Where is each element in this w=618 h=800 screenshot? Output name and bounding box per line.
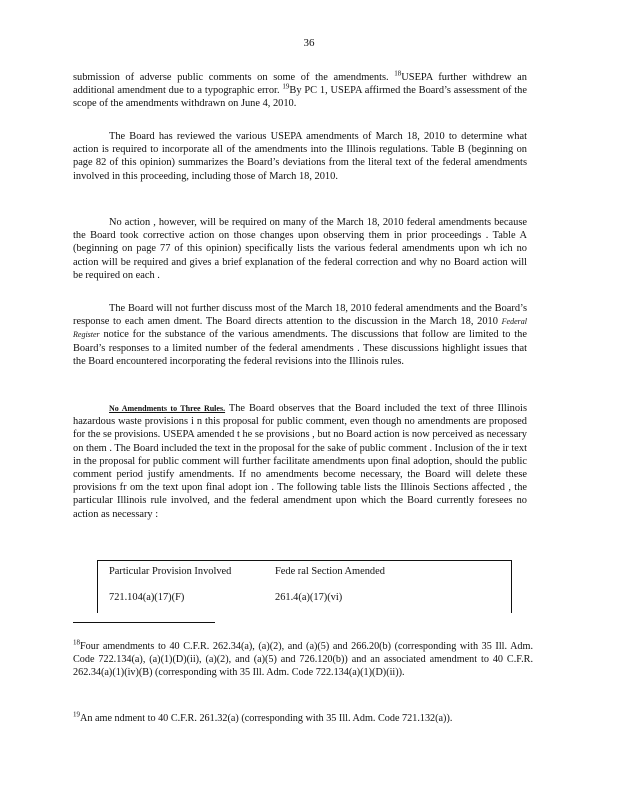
table-header-federal-section: Fede ral Section Amended [275,566,385,577]
paragraph-1-part-a: submission of adverse public comments on some of the amendments. [73,72,389,83]
paragraph-5-body: The Board observes that the Board included the text of three Illinois hazardous waste provisions i n this proposal for public comment, even though no amendments are proposed for the se provisions. USEPA amended t he se provisions , but no Board action is now perceived as necessary on them . The Board included the text in the proposal for the sake of public comment . Inclusion of the ir text in the proposal for public comment will further facilitate amendments upon final adoption, should the public comment period justify amendments. If no amendments become necessary, the Board will delete these provisions fr om the text upon final adopt ion . The following table lists the Illinois Sections affected , the particular Illinois rule involved, and the federal amendment upon which the Board currently foresees no action as necessary : [73,403,527,520]
footnote-19-number: 19 [73,710,80,719]
table-cell-provision: 721.104(a)(17)(F) [109,592,185,603]
footnote-19 [73,712,533,725]
federal-register-citation: Federal Register [73,317,527,340]
page-number: 36 [303,37,315,49]
provisions-table [97,560,512,613]
section-heading-no-amendments: No Amendments to Three Rules. [109,404,226,413]
paragraph-2: The Board has reviewed the various USEPA amendments of March 18, 2010 to determine what action is required to incorporate all of the amendments into the Illinois regulations. Table B (beginning on page 82 of this opinion) summarizes the Board’s deviations from the literal text of the federal amendments involved in this proceeding, including those of March 18, 2010. [73,131,527,182]
paragraph-4-part-b: notice for the substance of the various amendments. The discussions that follow are limited to the Board’s responses to a limited number of the federal amendments . These discussions highlight issues that the Board encountered incorporating the federal revisions into the Illinois rules. [73,329,527,367]
footnote-ref-19: 19 [282,82,290,91]
table-header-provision: Particular Provision Involved [109,566,232,577]
paragraph-4-part-a: The Board will not further discuss most of the March 18, 2010 federal amendments and the Board’s response to each amen dment. The Board directs attention to the discussion in the March 18, 2010 [73,303,527,328]
paragraph-4 [73,302,527,368]
paragraph-1-part-b: USEPA further withdrew an additional amendment due to a typographic error. [73,72,527,97]
paragraph-1 [73,71,527,111]
paragraph-1-part-c: By PC 1, USEPA affirmed the Board’s assessment of the scope of the amendments withdrawn on June 4, 2010. [73,85,527,110]
footnote-18-text: Four amendments to 40 C.F.R. 262.34(a), (a)(2), and (a)(5) and 266.20(b) (corresponding with 35 Ill. Adm. Code 722.134(a), (a)(1)(D)(ii), (a)(2), and (a)(5) and 726.120(b)) and an associated amendment to 40 C.F.R. 262.34(a)(1)(iv)(B) (corresponding with 35 Ill. Adm. Code 722.134(a)(1)(D)(ii)). [73,641,533,678]
table-cell-federal-section: 261.4(a)(17)(vi) [275,592,343,603]
footnote-18-number: 18 [73,638,80,647]
paragraph-3: No action , however, will be required on many of the March 18, 2010 federal amendments because the Board took corrective action on those changes upon observing them in prior proceedings . Table A (beginning on page 77 of this opinion) specifically lists the various federal amendments upon wh ich no action will be required and gives a brief explanation of the federal correction and why no Board action will be required on each . [73,217,527,281]
footnote-18 [73,640,533,679]
footnote-ref-18: 18 [394,69,402,78]
footnote-separator [73,622,215,623]
footnote-19-text: An ame ndment to 40 C.F.R. 261.32(a) (corresponding with 35 Ill. Adm. Code 721.132(a)). [80,713,453,724]
paragraph-5 [73,402,527,521]
